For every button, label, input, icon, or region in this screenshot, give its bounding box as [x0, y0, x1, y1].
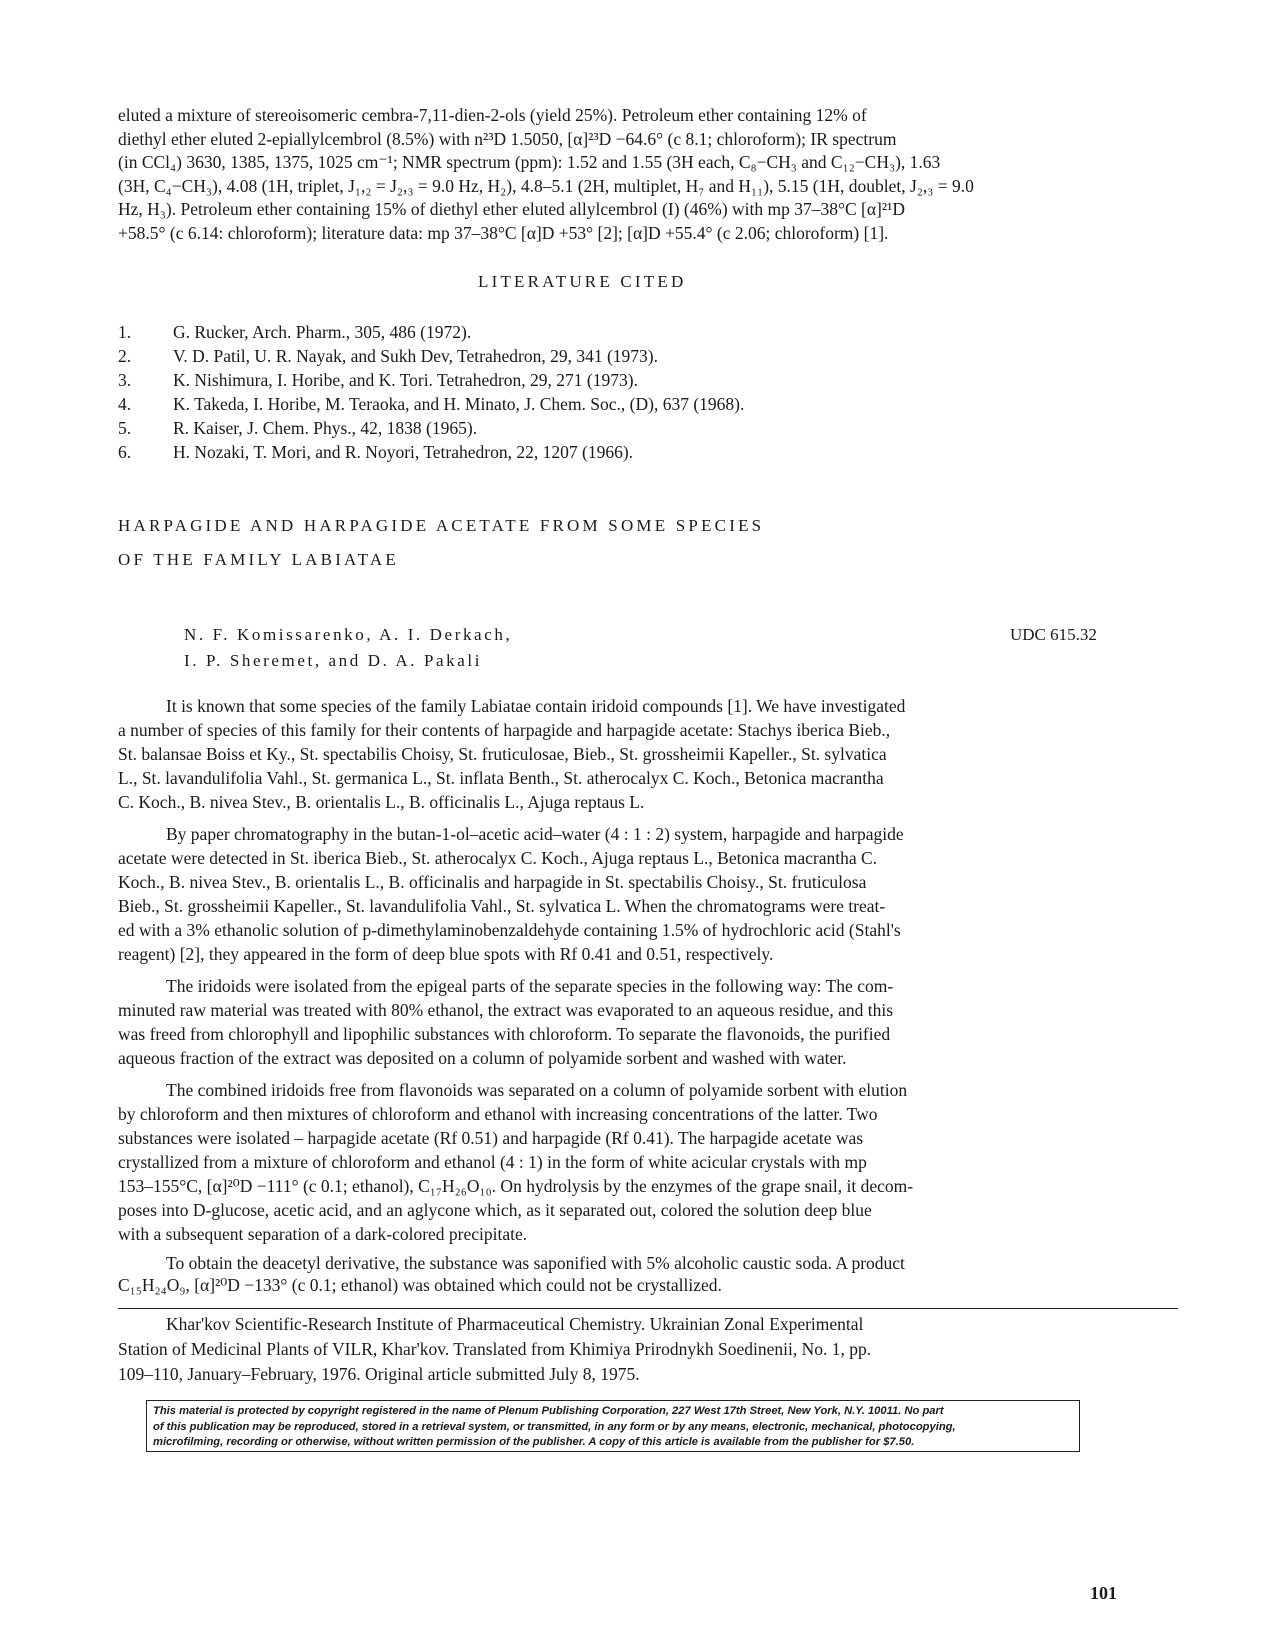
reference-number: 2.	[118, 346, 132, 366]
body-paragraph	[118, 822, 1168, 966]
reference-item	[118, 440, 1018, 464]
literature-heading: LITERATURE CITED	[478, 272, 687, 291]
body-paragraph	[118, 694, 1168, 814]
text-line: To obtain the deacetyl derivative, the substance was saponified with 5% alcoholic caustic soda. A product	[166, 1253, 905, 1273]
text-line: diethyl ether eluted 2-epiallylcembrol (8.5%) with n²³D 1.5050, [α]²³D −64.6° (c 8.1; chloroform); IR spectrum	[118, 128, 897, 149]
text-line: L., St. lavandulifolia Vahl., St. germanica L., St. inflata Benth., St. atherocalyx C. Koch., Betonica macrantha	[118, 768, 884, 788]
author-line: N. F. Komissarenko, A. I. Derkach,	[184, 625, 513, 644]
reference-number: 3.	[118, 370, 132, 390]
reference-text: G. Rucker, Arch. Pharm., 305, 486 (1972).	[173, 322, 472, 342]
reference-list	[118, 320, 1018, 464]
text-line: Bieb., St. grossheimii Kapeller., St. lavandulifolia Vahl., St. sylvatica L. When the chromatograms were treat-	[118, 896, 886, 916]
intro-paragraph	[118, 104, 1168, 245]
text-line: C₁₅H₂₄O₉, [α]²⁰D −133° (c 0.1; ethanol) was obtained which could not be crystallized.	[118, 1275, 722, 1295]
reference-number: 5.	[118, 418, 132, 438]
reference-item	[118, 320, 1018, 344]
reference-number: 6.	[118, 442, 132, 462]
text-line: microfilming, recording or otherwise, without written permission of the publisher. A copy of this article is available from the publisher for $7.50.	[153, 1436, 915, 1448]
reference-text: K. Takeda, I. Horibe, M. Teraoka, and H. Minato, J. Chem. Soc., (D), 637 (1968).	[173, 394, 745, 414]
text-line: The combined iridoids free from flavonoids was separated on a column of polyamide sorbent with elution	[166, 1080, 908, 1100]
text-line: Koch., B. nivea Stev., B. orientalis L., B. officinalis and harpagide in St. spectabilis Choisy., St. fruticulosa	[118, 872, 867, 892]
text-line: ed with a 3% ethanolic solution of p-dimethylaminobenzaldehyde containing 1.5% of hydrochloric acid (Stahl's	[118, 920, 901, 940]
text-line: St. balansae Boiss et Ky., St. spectabilis Choisy, St. fruticulosae, Bieb., St. grossheimii Kapeller., St. sylvatica	[118, 744, 887, 764]
reference-text: R. Kaiser, J. Chem. Phys., 42, 1838 (1965).	[173, 418, 478, 438]
text-line: Hz, H₃). Petroleum ether containing 15% of diethyl ether eluted allylcembrol (I) (46%) with mp 37–38°C [α]²¹D	[118, 199, 905, 219]
reference-text: K. Nishimura, I. Horibe, and K. Tori. Tetrahedron, 29, 271 (1973).	[173, 370, 638, 390]
reference-item	[118, 344, 1018, 368]
reference-number: 1.	[118, 322, 132, 342]
body-paragraph	[118, 974, 1168, 1070]
text-line: It is known that some species of the family Labiatae contain iridoid compounds [1]. We have investigated	[166, 696, 906, 716]
text-line: (3H, C₄−CH₃), 4.08 (1H, triplet, J₁,₂ = J₂,₃ = 9.0 Hz, H₂), 4.8–5.1 (2H, multiplet, H₇ and H₁₁), 5.15 (1H, doublet, J₂,₃ = 9.0	[118, 175, 974, 196]
text-line: minuted raw material was treated with 80% ethanol, the extract was evaporated to an aqueous residue, and this	[118, 1000, 894, 1020]
text-line: The iridoids were isolated from the epigeal parts of the separate species in the following way: The com-	[166, 976, 894, 996]
text-line: poses into D-glucose, acetic acid, and an aglycone which, as it separated out, colored the solution deep blue	[118, 1200, 872, 1220]
text-line: By paper chromatography in the butan-1-ol–acetic acid–water (4 : 1 : 2) system, harpagide and harpagide	[166, 824, 904, 844]
reference-text: V. D. Patil, U. R. Nayak, and Sukh Dev, Tetrahedron, 29, 341 (1973).	[173, 346, 658, 366]
text-line: Station of Medicinal Plants of VILR, Khar'kov. Translated from Khimiya Prirodnykh Soedinenii, No. 1, pp.	[118, 1339, 872, 1359]
page-number: 101	[1090, 1583, 1117, 1603]
body-paragraph	[118, 1078, 1168, 1246]
text-line: with a subsequent separation of a dark-colored precipitate.	[118, 1224, 528, 1244]
text-line: reagent) [2], they appeared in the form of deep blue spots with Rf 0.41 and 0.51, respectively.	[118, 944, 774, 964]
text-line: 109–110, January–February, 1976. Original article submitted July 8, 1975.	[118, 1364, 640, 1384]
text-line: C. Koch., B. nivea Stev., B. orientalis L., B. officinalis L., Ajuga reptaus L.	[118, 792, 645, 812]
text-line: This material is protected by copyright registered in the name of Plenum Publishing Corporation, 227 West 17th Street, New York, N.Y. 10011. No part	[153, 1405, 944, 1417]
text-line: +58.5° (c 6.14: chloroform); literature data: mp 37–38°C [α]D +53° [2]; [α]D +55.4° (c 2.06; chloroform) [1].	[118, 222, 889, 243]
reference-item	[118, 416, 1018, 440]
text-line: was freed from chlorophyll and lipophilic substances with chloroform. To separate the flavonoids, the purified	[118, 1024, 891, 1044]
text-line: substances were isolated – harpagide acetate (Rf 0.51) and harpagide (Rf 0.41). The harpagide acetate was	[118, 1128, 864, 1148]
affiliation-footnote	[118, 1312, 1168, 1387]
text-line: of this publication may be reproduced, stored in a retrieval system, or transmitted, in any form or by any means, electronic, mechanical, photocopying,	[153, 1420, 956, 1433]
author-list	[184, 622, 512, 674]
reference-item	[118, 368, 1018, 392]
udc-code: UDC 615.32	[1010, 625, 1097, 644]
text-line: Khar'kov Scientific-Research Institute of Pharmaceutical Chemistry. Ukrainian Zonal Experimental	[166, 1314, 864, 1334]
text-line: 153–155°C, [α]²⁰D −111° (c 0.1; ethanol), C₁₇H₂₆O₁₀. On hydrolysis by the enzymes of the grape snail, it decom-	[118, 1176, 914, 1196]
author-line: I. P. Sheremet, and D. A. Pakali	[184, 651, 483, 670]
copyright-notice-box	[146, 1400, 1080, 1452]
text-line: aqueous fraction of the extract was deposited on a column of polyamide sorbent and washed with water.	[118, 1048, 847, 1068]
reference-number: 4.	[118, 394, 132, 414]
reference-item	[118, 392, 1018, 416]
text-line: acetate were detected in St. iberica Bieb., St. atherocalyx C. Koch., Ajuga reptaus L., Betonica macrantha C.	[118, 848, 878, 868]
footnote-divider	[118, 1308, 1178, 1309]
text-line: (in CCl₄) 3630, 1385, 1375, 1025 cm⁻¹; NMR spectrum (ppm): 1.52 and 1.55 (3H each, C₈−CH₃ and C₁₂−CH₃), 1.63	[118, 152, 941, 172]
text-line: eluted a mixture of stereoisomeric cembra-7,11-dien-2-ols (yield 25%). Petroleum ether containing 12% of	[118, 105, 867, 125]
reference-text: H. Nozaki, T. Mori, and R. Noyori, Tetrahedron, 22, 1207 (1966).	[173, 442, 634, 462]
article-title-line-2: OF THE FAMILY LABIATAE	[118, 550, 399, 569]
text-line: a number of species of this family for their contents of harpagide and harpagide acetate: Stachys iberica Bieb.,	[118, 720, 891, 740]
body-paragraph	[118, 1252, 1168, 1296]
text-line: by chloroform and then mixtures of chloroform and ethanol with increasing concentrations of the latter. Two	[118, 1104, 878, 1124]
article-title-line-1: HARPAGIDE AND HARPAGIDE ACETATE FROM SOME SPECIES	[118, 516, 765, 535]
text-line: crystallized from a mixture of chloroform and ethanol (4 : 1) in the form of white acicular crystals with mp	[118, 1152, 867, 1172]
